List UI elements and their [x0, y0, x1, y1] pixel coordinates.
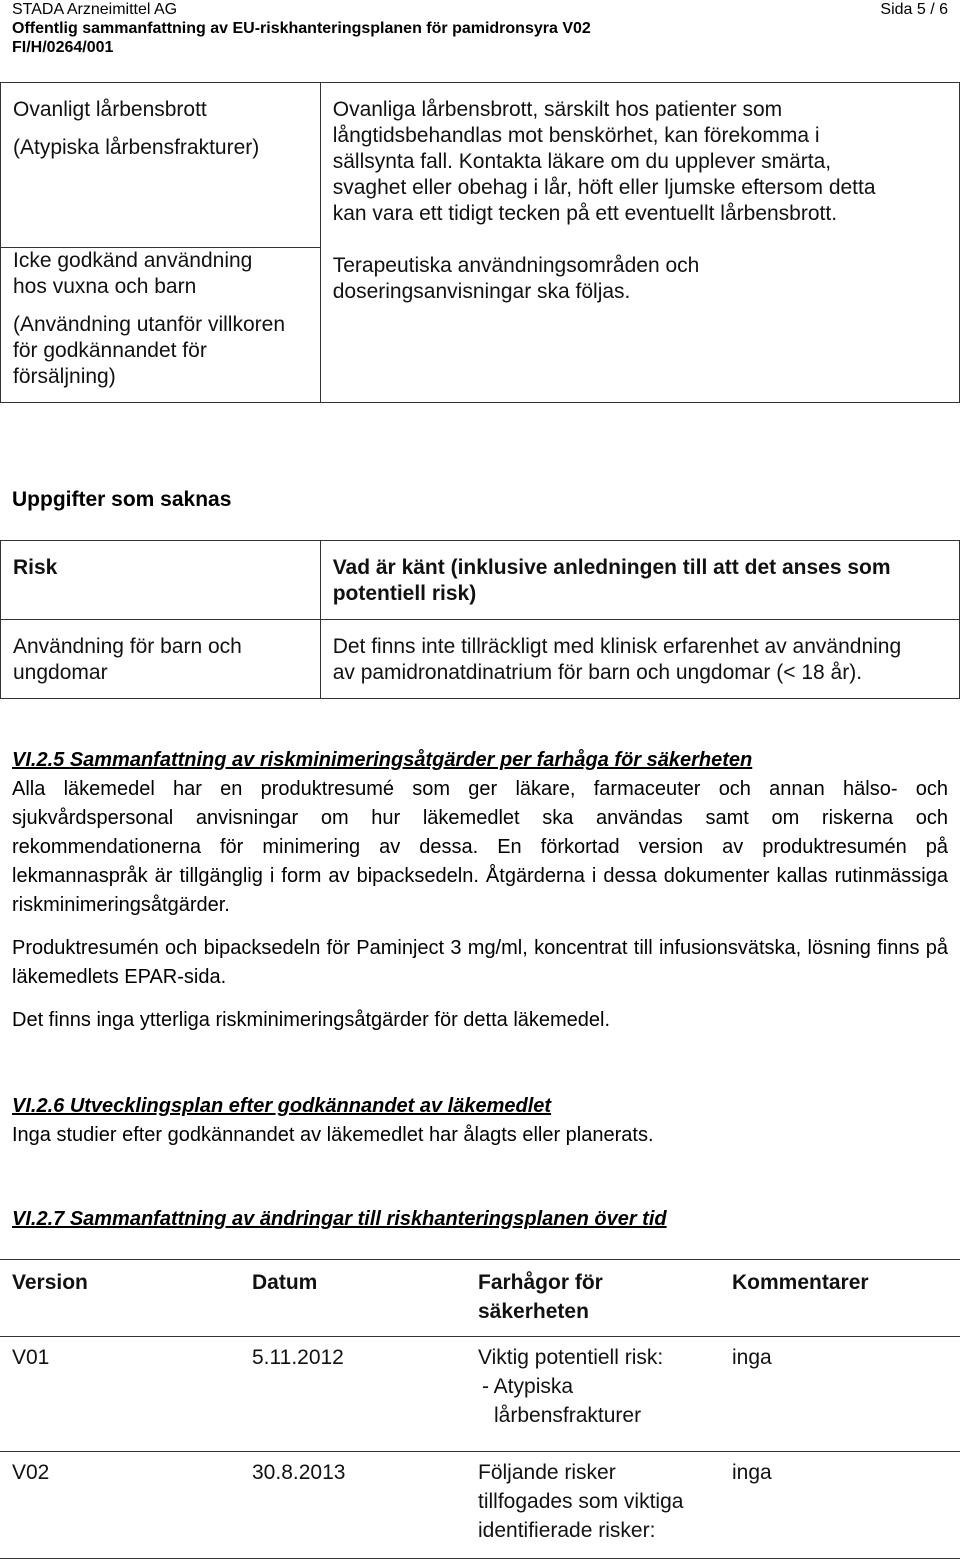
text-line: Följande risker: [478, 1461, 616, 1484]
column-header-version: Version: [0, 1260, 240, 1337]
text-line: doseringsanvisningar ska följas.: [332, 280, 631, 303]
table-header-row: [1, 541, 960, 620]
version-history-table: [0, 1259, 960, 1559]
text-line: ungdomar: [13, 661, 108, 684]
text-line: - Atypiska: [482, 1375, 574, 1398]
text-line: hos vuxna och barn: [13, 275, 197, 298]
text-line: Det finns inte tillräckligt med klinisk erfarenhet av användning: [332, 635, 902, 658]
missing-info-table: [0, 540, 960, 699]
text-line: Icke godkänd användning: [13, 249, 253, 272]
text-line: potentiell risk): [332, 582, 477, 605]
risk-description-cell: [320, 83, 959, 403]
table-header-row: [0, 1260, 960, 1337]
date-cell: 30.8.2013: [240, 1452, 466, 1559]
section-paragraph: Inga studier efter godkännandet av läkemedlet har ålagts eller planerats.: [12, 1124, 654, 1146]
table-row: [0, 1452, 960, 1559]
text-line: svaghet eller obehag i lår, höft eller ljumske eftersom detta: [332, 176, 876, 199]
text-line: Användning för barn och: [13, 635, 242, 658]
text-line: Terapeutiska användningsområden och: [332, 254, 700, 277]
text-line: tillfogades som viktiga: [478, 1490, 684, 1513]
text-line: långtidsbehandlas mot benskörhet, kan förekomma i: [332, 124, 820, 147]
table-row: [1, 83, 960, 248]
concerns-cell: [466, 1337, 720, 1452]
column-header-comments: Kommentarer: [720, 1260, 960, 1337]
section-paragraph: Produktresumén och bipacksedeln för Paminject 3 mg/ml, koncentrat till infusionsvätska, lösning finns på läkemedlets EPAR-sida.: [12, 937, 948, 988]
section-vi26: [12, 1092, 948, 1150]
text-line: Viktig potentiell risk:: [478, 1346, 664, 1369]
text-line: för godkännandet för: [13, 339, 207, 362]
section-title: VI.2.6 Utvecklingsplan efter godkännandet av läkemedlet: [12, 1095, 552, 1117]
page-number: Sida 5 / 6: [880, 1, 948, 18]
column-header-risk: Risk: [1, 541, 321, 620]
risk-table: [0, 82, 960, 403]
text-line: lårbensfrakturer: [494, 1404, 642, 1427]
text-line: försäljning): [13, 365, 116, 388]
section-title: VI.2.7 Sammanfattning av ändringar till riskhanteringsplanen över tid: [12, 1208, 667, 1230]
missing-risk-cell: [1, 620, 321, 699]
section-paragraph: Alla läkemedel har en produktresumé som ger läkare, farmaceuter och annan hälso- och sjukvårdspersonal anvisningar om hur läkemedlet ska användas samt om riskerna och rekommendationerna för minimering av dessa. En förkortad version av produktresumén på lekmannaspråk är tillgänglig i form av bipacksedeln. Åtgärderna i dessa dokumenter kallas rutinmässiga riskminimeringsåtgärder.: [12, 778, 948, 916]
missing-known-cell: [320, 620, 959, 699]
section-title: VI.2.5 Sammanfattning av riskminimeringsåtgärder per farhåga för säkerheten: [12, 749, 753, 771]
risk-name-alt: (Atypiska lårbensfrakturer): [13, 136, 260, 159]
text-line: sällsynta fall. Kontakta läkare om du upplever smärta,: [332, 150, 832, 173]
column-header-concerns: Farhågor för säkerheten: [466, 1260, 720, 1337]
text-line: Vad är känt (inklusive anledningen till att det anses som: [332, 556, 891, 579]
text-line: kan vara ett tidigt tecken på ett eventuellt lårbensbrott.: [332, 202, 838, 225]
column-header-known: [320, 541, 959, 620]
concerns-cell: [466, 1452, 720, 1559]
risk-name-cell: [1, 83, 321, 248]
text-line: av pamidronatdinatrium för barn och ungdomar (< 18 år).: [332, 661, 863, 684]
text-line: identifierade risker:: [478, 1519, 656, 1542]
date-cell: 5.11.2012: [240, 1337, 466, 1452]
table-row: [0, 1337, 960, 1452]
company-name: STADA Arzneimittel AG: [12, 1, 178, 18]
section-vi27: [12, 1205, 948, 1234]
table-row: [1, 620, 960, 699]
document-title: Offentlig sammanfattning av EU-riskhanteringsplanen för pamidronsyra V02: [12, 20, 591, 37]
comment-cell: inga: [720, 1337, 960, 1452]
text-line: Ovanliga lårbensbrott, särskilt hos patienter som: [332, 98, 783, 121]
risk-name: Ovanligt lårbensbrott: [13, 98, 207, 121]
section-vi25: [12, 746, 948, 1035]
version-cell: V01: [0, 1337, 240, 1452]
document-number: FI/H/0264/001: [12, 39, 114, 56]
text-line: (Användning utanför villkoren: [13, 313, 285, 336]
comment-cell: inga: [720, 1452, 960, 1559]
section-paragraph: Det finns inga ytterliga riskminimeringsåtgärder för detta läkemedel.: [12, 1009, 611, 1031]
risk-name-cell: [1, 248, 321, 403]
missing-info-caption: Uppgifter som saknas: [12, 488, 232, 511]
version-cell: V02: [0, 1452, 240, 1559]
column-header-date: Datum: [240, 1260, 466, 1337]
